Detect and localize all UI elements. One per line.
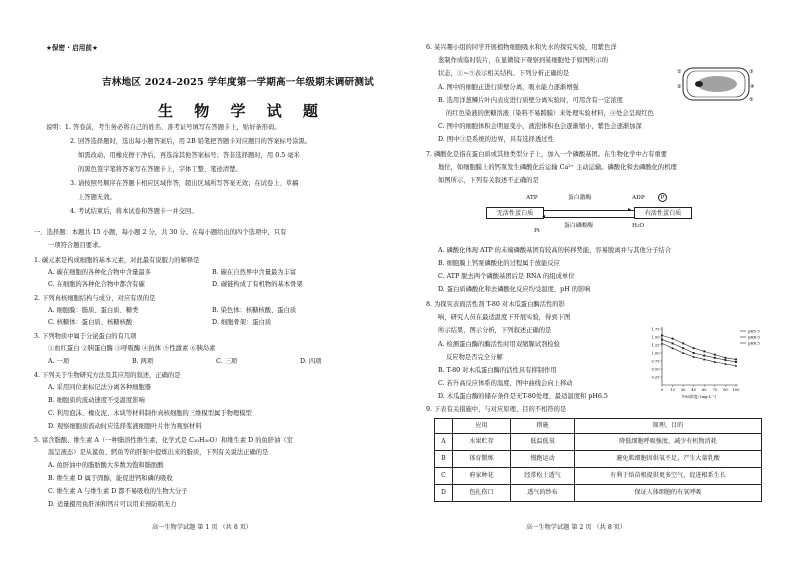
q5-option-a: A. 鱼肝油中的脂肪酸大多数为饱和脂肪酸 (48, 462, 164, 469)
table-cell: 经常松土透气 (511, 468, 575, 485)
instruction-1: 说明：1. 答卷前，考生务必将自己的姓名、准考证号填写在答题卡上，贴好条形码。 (46, 124, 281, 131)
x-tick-label: 75 (712, 388, 718, 392)
q4-option-b: B. 细胞质的流动速度不受温度影响 (48, 397, 145, 404)
table-cell: 有利于给苗根提供更多空气，促进根系生长 (575, 468, 762, 485)
q7-option-a: A. 磷酸化体现 ATP 的末端磷酸基团有较高的转移势能，容易脱离并与其他分子结合 (438, 247, 671, 254)
question-8: 8. 为探究表面活性剂 T-80 对木瓜蛋白酶活性的影 (426, 301, 565, 308)
data-point (724, 359, 726, 361)
q6-option-b-cont: 的红色染液的蔗糖溶液（染料不易跨膜）来处理实验材料，④处会呈现红色 (446, 110, 654, 117)
reverse-arrow (544, 217, 634, 218)
q6-option-b: B. 选用洋葱鳞片叶内表皮进行质壁分离实验时，可用含有一定浓度 (438, 97, 623, 104)
plant-cell-diagram (675, 64, 757, 104)
phosphorylation-diagram (482, 191, 692, 239)
q3-option-d: D. 四项 (300, 358, 322, 365)
q3-option-c: C. 三项 (216, 358, 238, 365)
table-row (435, 451, 762, 468)
table-cell: 慢跑运动 (511, 451, 575, 468)
q2-option-c: C. 核糖体：蛋白质、核糖核酸 (48, 319, 133, 326)
question-6-cont-1: 葱制作成临时装片，在显微镜下观察到某细胞处于如图所示的 (438, 57, 609, 64)
q5-option-d: D. 适量摄用鱼肝油和钙片可以用来预防肌无力 (48, 501, 177, 508)
question-2: 2. 下列真核细胞结构与成分，对应有误的是 (34, 295, 156, 302)
nucleus (695, 81, 703, 87)
series-line-pH6.5 (662, 343, 736, 365)
q8-option-d: D. 木瓜蛋白酶的储存条件是无T-80处理、最适温度和 pH6.5 (438, 393, 608, 400)
secret-label: ★保密 · 启用前★ (46, 44, 98, 52)
data-point (661, 342, 663, 344)
table-row (435, 468, 762, 485)
page-2 (426, 0, 770, 561)
y-tick-label: 0.25 (651, 375, 660, 380)
forward-arrow (544, 210, 634, 211)
x-tick-label: 15 (670, 388, 675, 392)
table-cell: 透气的纱布 (511, 485, 575, 502)
q1-option-c: C. 在细胞的各种化合物中都含有碳 (48, 281, 145, 288)
table-cell: 降低细胞呼吸强度，减少有机物消耗 (575, 434, 762, 451)
question-4: 4. 下列关于生物研究方法及其应用的叙述，正确的是 (34, 372, 181, 379)
table-cell: C (435, 468, 453, 485)
q1-option-a: A. 碳在细胞的各种化合物中含量最多 (48, 269, 152, 276)
table-cell: D (435, 485, 453, 502)
x-tick-label: 90 (723, 388, 728, 392)
atp-label: ATP (526, 195, 538, 201)
q3-items: ①血红蛋白 ②胰蛋白酶 ③呼吸酶 ④抗体 ⑤性激素 ⑥胰岛素 (48, 345, 216, 352)
active-protein-box: 有活性蛋白质 (634, 207, 692, 219)
y-tick-label: 1.00 (651, 351, 660, 356)
enzyme-activity-chart (644, 323, 770, 401)
table-header-cell: 原理、目的 (575, 419, 762, 434)
table-cell: 包扎伤口 (453, 485, 511, 502)
page-2-footer: 高一生物学试题 第 2 页 （共 8 页） (526, 524, 627, 531)
data-point (671, 338, 673, 340)
q7-option-d: D. 蛋白质磷酸化和去磷酸化反应均受温度、pH 的影响 (438, 286, 591, 293)
q4-option-c: C. 利用泡沫、橡皮泥、木块等材料制作真核细胞的三维模型属于物理模型 (48, 410, 252, 417)
data-point (672, 342, 674, 344)
y-tick-label: 0.50 (651, 367, 660, 372)
question-3: 3. 下列物质中属于分泌蛋白的有几项 (34, 333, 137, 340)
q8-option-c: C. 若升高反应体系的温度，图中曲线会向上移动 (438, 380, 573, 387)
data-point (724, 357, 726, 359)
q5-option-c: C. 维生素 A 与维生素 D 都不易吸收的生物大分子 (48, 488, 188, 495)
q6-option-a: A. 图中的细胞正进行质壁分离，吸水能力逐渐增强 (438, 84, 579, 91)
y-tick-label: 0.75 (651, 359, 660, 364)
question-8-cont-1: 响，研究人员在最适温度下开展实验，得到下图 (438, 314, 571, 321)
q6-option-d: D. 图中③是系统的边界，具有选择透过性 (438, 136, 554, 143)
table-row (435, 485, 762, 502)
question-1: 1. 碳元素是构成细胞的基本元素，对此最有说服力的解释是 (34, 257, 200, 264)
subject-title: 生 物 学 试 题 (158, 102, 326, 120)
data-point (661, 339, 663, 341)
legend-label: pH6.0 (748, 334, 760, 340)
q5-option-b: B. 维生素 D 属于固醇，能促进钙和磷的吸收 (48, 475, 173, 482)
instruction-6: 上答题无效。 (78, 194, 116, 201)
data-point (735, 361, 737, 363)
q1-option-d: D. 碳链构成了有机物的基本骨架 (212, 281, 303, 288)
q7-option-b: B. 细胞膜上钙泵磷酸化的过程属于放能反应 (438, 260, 560, 267)
q4-option-d: D. 观察细胞质流动时应选择浆液细胞叶片作为观察材料 (48, 423, 202, 430)
instruction-4: 的黑色签字笔将答案写在答题卡上，字体工整、笔迹清楚。 (78, 166, 242, 173)
table-header-cell (435, 419, 453, 434)
instruction-2: 2. 回答选择题时，选出每小题答案后，用 2B 铅笔把答题卡对应题目的答案标号涂黑。 (70, 138, 312, 145)
q1-option-b: B. 碳在自然界中含量最为丰富 (212, 269, 297, 276)
table-cell: 体育锻炼 (453, 451, 511, 468)
h2o-label: H₂O (632, 223, 645, 229)
section-heading-cont: 一项符合题目要求。 (48, 242, 105, 249)
q4-option-a: A. 采用同位素标记法分离各种细胞器 (48, 384, 152, 391)
q2-option-a: A. 细胞膜：脂质、蛋白质、糖类 (48, 307, 139, 314)
y-tick-label: 1.75 (651, 327, 660, 332)
forward-arrowhead: ▸ (628, 206, 632, 213)
data-point (661, 334, 663, 336)
label-5: ⑤ (749, 97, 754, 103)
label-3: ③ (749, 69, 754, 75)
table-header-cell: 应用 (453, 419, 511, 434)
data-point (714, 357, 716, 359)
pi-label: Pi (534, 228, 540, 234)
x-tick-label: 60 (701, 388, 707, 392)
q3-option-b: B. 两项 (132, 358, 154, 365)
x-tick-label: 105 (732, 388, 740, 392)
q8-option-b: B. T-80 对木瓜蛋白酶的活性具有抑制作用 (438, 367, 557, 374)
q8-option-a: A. 检测蛋白酶的酶活性时用双缩脲试剂检验 (438, 341, 560, 348)
exam-title: 吉林地区 2024-2025 学年度第一学期高一年级期末调研测试 (102, 77, 374, 88)
data-point (693, 352, 695, 354)
data-point (703, 355, 705, 357)
data-point (682, 342, 684, 344)
table-cell: B (435, 451, 453, 468)
question-5-cont: 温呈液态）是从鲨鱼、鳕鱼等的肝脏中提炼出来的脂质，下列有关说法正确的是 (48, 449, 269, 456)
section-heading: 一、选择题：本题共 15 小题，每小题 2 分，共 30 分。在每小题给出的四个选项中，只有 (34, 229, 287, 236)
data-point (714, 354, 716, 356)
table-header-row (435, 419, 762, 434)
legend-label: pH5.5 (748, 328, 760, 334)
table-cell: 避免肌细胞因供氧不足，产生大量乳酸 (575, 451, 762, 468)
table-cell: 水果贮存 (453, 434, 511, 451)
q7-option-c: C. ATP 脱去两个磷酸基团后是 RNA 的组成单位 (438, 273, 575, 280)
x-tick-label: 0 (660, 388, 664, 392)
x-axis-label: T-80浓度/ (mg·L⁻¹) (681, 394, 717, 399)
data-point (735, 358, 737, 360)
question-7-cont-2: 如图所示，下列有关叙述不正确的是 (438, 177, 539, 184)
page-1-footer: 高一生物学试题 第 1 页 （共 8 页） (152, 524, 253, 531)
q8-option-a-cont: 反应物是否完全分解 (446, 354, 503, 361)
q6-option-c: C. 图中的细胞体积会明显变小，液泡体积也会逐渐缩小，紫色会逐渐加深 (438, 123, 642, 130)
reverse-arrowhead: ◂ (542, 213, 546, 220)
phosphatase-label: 蛋白磷酸酶 (564, 223, 593, 229)
question-6: 6. 某兴趣小组的同学开展植物细胞吸水和失水的探究实验，用紫色洋 (426, 44, 617, 51)
x-tick-label: 30 (680, 388, 686, 392)
instruction-7: 4. 考试结束后，将本试卷和答题卡一并交回。 (70, 208, 198, 215)
data-point (693, 347, 695, 349)
table-cell: 保证人体细胞的有氧呼吸 (575, 485, 762, 502)
question-7: 7. 磷酸化是指在蛋白质或其他类型分子上，加入一个磷酸基团。在生物化学中占有重要 (426, 151, 667, 158)
instruction-3: 如需改动，用橡皮擦干净后，再选涂其他答案标号；答非选择题时，用 0.5 毫米 (78, 152, 300, 159)
data-point (703, 350, 705, 352)
adp-label: ADP (632, 195, 645, 201)
table-cell: A (435, 434, 453, 451)
legend-label: pH6.5 (748, 340, 760, 346)
label-1: ① (677, 69, 682, 75)
table-row (435, 434, 762, 451)
question-6-cont-2: 状态，①~⑤表示相关结构。下列分析正确的是 (438, 70, 570, 77)
inactive-protein-box: 无活性蛋白质 (486, 207, 544, 219)
page-1 (34, 0, 392, 561)
table-cell: 府家种花 (453, 468, 511, 485)
question-8-cont-2: 所示结果，图示分析，下列叙述正确的是 (438, 327, 552, 334)
kinase-label: 蛋白激酶 (568, 195, 592, 201)
question-5: 5. 富含脂酸、维生素 A（一种脂溶性维生素，化学式是 C₂₀H₃₀O）和维生素 D 的鱼肝油（室 (34, 437, 293, 444)
y-tick-label: 1.50 (651, 335, 660, 340)
table-cell: 低温低氧 (511, 434, 575, 451)
instruction-5: 3. 请按照号顺序在答题卡相应区域作答，超出区域所写答案无效；在试卷上、草稿 (70, 180, 299, 187)
question-7-cont-1: 地位，如细胞膜上的钙泵发生磷酸化后运输 Ca²⁺ 主动运输。磷酸化和去磷酸化的机理 (438, 164, 677, 171)
measures-table (434, 418, 762, 502)
q3-option-a: A. 一项 (48, 358, 70, 365)
label-2: ② (677, 84, 682, 90)
label-4: ④ (750, 84, 755, 90)
data-point (682, 347, 684, 349)
x-tick-label: 45 (691, 388, 697, 392)
q2-option-b: B. 染色体：核糖核酸、蛋白质 (212, 307, 297, 314)
y-tick-label: 1.25 (651, 343, 660, 348)
phosphate-circle: P (658, 193, 667, 202)
question-9: 9. 下表有关措施中，与对应原理、目的不相符的是 (426, 406, 567, 413)
q2-option-d: D. 细胞骨架：蛋白质 (212, 319, 272, 326)
table-header-cell: 措施 (511, 419, 575, 434)
